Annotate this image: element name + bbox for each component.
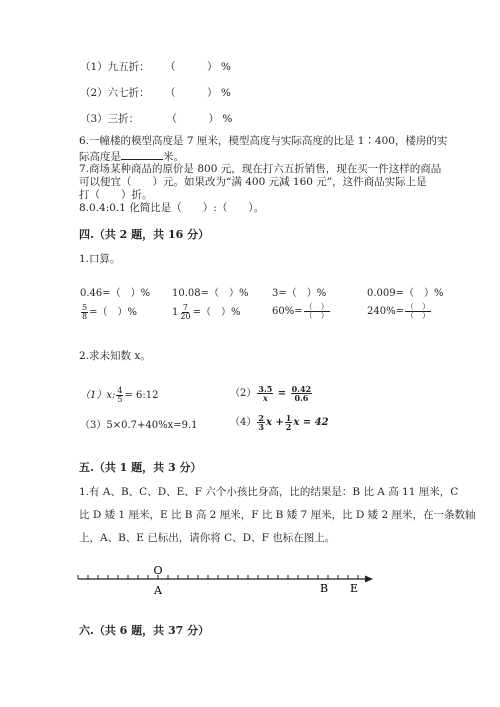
oral-calc-3: 3=（ ）% (272, 288, 327, 299)
oral-calc-1: 0.46=（ ）% (80, 288, 151, 299)
fraction (81, 304, 88, 321)
eq-text: （2） (230, 388, 257, 399)
unit: % (222, 113, 233, 125)
eq-text: = 6:12 (124, 390, 159, 401)
eq-text: （1）x: (80, 390, 116, 401)
denominator: 3 (258, 422, 264, 432)
expr-rest: =（ ）% (89, 307, 137, 318)
unit: % (220, 61, 231, 73)
answer-blank: （ ） (165, 61, 218, 73)
fraction (285, 414, 293, 431)
denominator: 2 (285, 422, 292, 432)
oral-calc-8 (367, 303, 432, 320)
denominator: 20 (180, 312, 191, 321)
whole: 1 (172, 307, 179, 318)
point-label-e: E (349, 582, 359, 595)
item-label: （2）六七折： (80, 87, 150, 99)
numerator: 0.42 (291, 384, 312, 394)
oral-calc-4: 0.009=（ ）% (367, 288, 444, 299)
fraction (116, 387, 123, 404)
equation-2 (230, 384, 313, 402)
denominator: （ ） (405, 311, 430, 320)
expr-rest: =（ ）% (192, 307, 241, 318)
q7-line-3: 打（ ）折。 (79, 189, 153, 201)
eq-text: （4） (230, 417, 257, 428)
discount-item-3 (80, 112, 232, 127)
equation-4 (230, 413, 329, 431)
eq-text: x + (265, 417, 284, 428)
numerator: 3.5 (258, 384, 273, 394)
q7-line-1: 7.商场某种商品的原价是 800 元，现在打六五折销售，现在买一件这样的商品 (79, 163, 442, 175)
q5-line-3: 上，A、B、E 已标出，请你将 C、D、F 也标在图上。 (79, 532, 336, 544)
equation-1 (80, 386, 158, 404)
discount-item-1 (80, 60, 231, 75)
q5-line-1: 1.有 A、B、C、D、E、F 六个小孩比身高，比的结果是：B 比 A 高 11 厘米，C (79, 486, 459, 498)
section-6-heading: 六.（共 6 题，共 37 分） (79, 624, 210, 637)
oral-calc-6 (172, 303, 240, 321)
denominator: 8 (82, 312, 88, 321)
denominator: x (262, 393, 268, 403)
numerator: （ ） (304, 302, 329, 311)
denominator: （ ） (304, 311, 329, 320)
numerator: 4 (117, 386, 123, 395)
unit: % (220, 87, 231, 99)
fraction (179, 304, 191, 321)
numerator: （ ） (405, 302, 430, 311)
eq-text: x = 42 (293, 417, 329, 428)
q4-2-label: 2.求未知数 x。 (79, 350, 151, 362)
q5-line-2: 比 D 矮 1 厘米，E 比 B 高 2 厘米，F 比 B 矮 7 厘米，比 D 矮 2 厘米，在一条数轴 (79, 509, 476, 521)
point-label-a: A (154, 584, 162, 597)
q6-text: 米。 (163, 151, 184, 163)
item-label: （1）九五折： (80, 61, 150, 73)
point-label-b: B (319, 582, 329, 595)
fill-blank (121, 149, 163, 160)
axis-arrow (365, 576, 373, 583)
denominator: 5 (117, 395, 123, 404)
q4-1-label: 1.口算。 (79, 253, 121, 265)
fraction (405, 303, 431, 320)
number-line (70, 562, 380, 600)
q6-line-1: 6.一幢楼的模型高度是 7 厘米，模型高度与实际高度的比是 1∶400，楼房的实 (79, 135, 448, 147)
numerator: 2 (258, 413, 264, 423)
fraction (304, 303, 330, 320)
q6-text: 际高度是 (79, 151, 121, 163)
section-4-heading: 四.（共 2 题，共 16 分） (79, 228, 210, 241)
expr-pre: 60%= (272, 306, 303, 317)
oral-calc-2: 10.08=（ ）% (172, 288, 249, 299)
item-label: （3）三折： (80, 113, 140, 125)
answer-blank: （ ） (165, 87, 218, 99)
oral-calc-7 (272, 303, 331, 320)
numerator: 1 (285, 413, 292, 423)
discount-item-2 (80, 86, 231, 101)
q8-line: 8.0.4:0.1 化简比是（ ）:（ ）。 (79, 202, 265, 214)
numerator: 7 (182, 303, 189, 312)
section-5-heading: 五.（共 1 题，共 3 分） (79, 461, 202, 474)
eq-text: = (277, 388, 287, 399)
equation-3: （3）5×0.7+40%x=9.1 (80, 420, 198, 431)
fraction (291, 385, 312, 402)
fraction (257, 414, 265, 431)
answer-blank: （ ） (166, 113, 220, 125)
fraction (257, 385, 273, 402)
denominator: 0.6 (294, 393, 309, 403)
q7-line-2: 可以便宜（ ）元。如果改为“满 400 元减 160 元”，这件商品实际上是 (79, 176, 427, 188)
expr-pre: 240%= (367, 306, 404, 317)
numerator: 5 (82, 303, 88, 312)
oral-calc-5 (80, 303, 137, 321)
origin-label: O (153, 564, 163, 577)
